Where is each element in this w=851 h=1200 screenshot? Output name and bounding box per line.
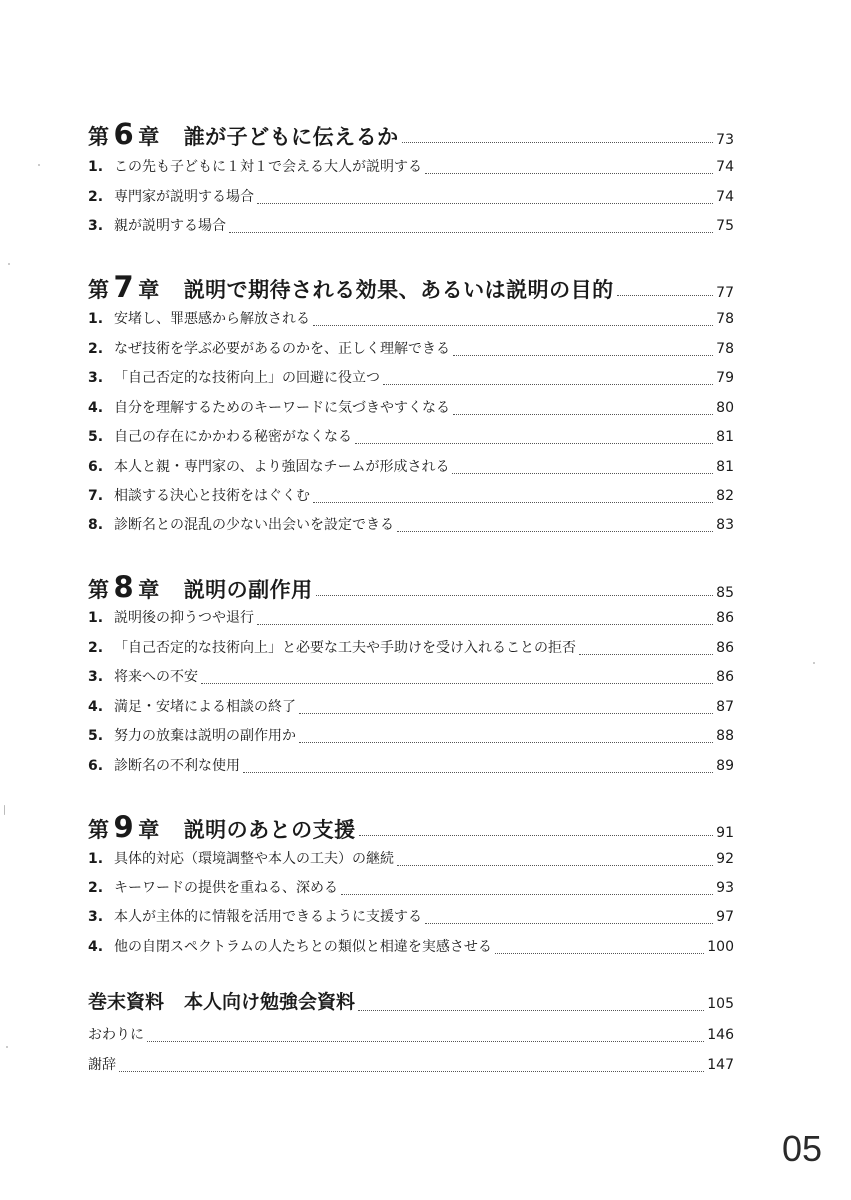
page-ref: 85 (716, 585, 734, 601)
appendix-label: 巻末資料 (88, 991, 165, 1013)
toc-item (88, 906, 734, 928)
item-text: 安堵し、罪悪感から解放される (114, 311, 310, 327)
toc-item (88, 485, 734, 507)
chapter-number: 9 (113, 810, 135, 844)
closing-item (88, 1054, 734, 1076)
item-text: 満足・安堵による相談の終了 (114, 699, 296, 715)
item-number: 1. (88, 311, 104, 327)
dot-leader (119, 1071, 704, 1072)
chapter-number: 7 (113, 270, 135, 304)
toc-item (88, 456, 734, 478)
item-text: 将来への不安 (114, 669, 198, 685)
scan-speck (38, 164, 40, 166)
chapter-prefix: 第 (88, 278, 110, 302)
item-number: 3. (88, 669, 104, 685)
closing-text: 謝辞 (88, 1057, 116, 1073)
dot-leader (257, 203, 713, 204)
toc-item (88, 848, 734, 870)
item-number: 3. (88, 218, 104, 234)
toc-item (88, 338, 734, 360)
chapter-heading (88, 570, 734, 604)
page-ref: 74 (716, 189, 734, 205)
dot-leader (397, 865, 713, 866)
item-text: キーワードの提供を重ねる、深める (114, 880, 338, 896)
item-text: 相談する決心と技術をはぐくむ (114, 488, 310, 504)
dot-leader (453, 355, 713, 356)
scan-speck (4, 805, 5, 815)
closing-item (88, 1024, 734, 1046)
item-text: 自己の存在にかかわる秘密がなくなる (114, 429, 352, 445)
page-ref: 86 (716, 669, 734, 685)
toc-item (88, 637, 734, 659)
chapter-title-text: 説明のあとの支援 (183, 818, 356, 842)
page-ref: 88 (716, 728, 734, 744)
page-ref: 87 (716, 699, 734, 715)
chapter-heading (88, 270, 734, 304)
page-ref: 78 (716, 311, 734, 327)
toc-item (88, 367, 734, 389)
chapter-suffix: 章 (138, 125, 160, 149)
page-ref: 86 (716, 610, 734, 626)
page-ref: 91 (716, 825, 734, 841)
toc-item (88, 514, 734, 536)
chapter-heading (88, 117, 734, 151)
chapter-title (88, 270, 614, 304)
dot-leader (617, 295, 713, 296)
item-text: この先も子どもに１対１で会える大人が説明する (114, 159, 422, 175)
chapter-prefix: 第 (88, 818, 110, 842)
chapter-title-text: 説明の副作用 (183, 578, 313, 602)
item-text: 自分を理解するためのキーワードに気づきやすくなる (114, 400, 450, 416)
toc-item (88, 426, 734, 448)
dot-leader (201, 683, 713, 684)
appendix-title: 本人向け勉強会資料 (184, 991, 356, 1013)
chapter-title (88, 570, 313, 604)
item-text: 「自己否定的な技術向上」と必要な工夫や手助けを受け入れることの拒否 (114, 640, 576, 656)
dot-leader (355, 443, 713, 444)
chapter-title-text: 誰が子どもに伝えるか (183, 125, 399, 149)
dot-leader (257, 624, 713, 625)
chapter-title (88, 117, 399, 151)
page-ref: 78 (716, 341, 734, 357)
dot-leader (316, 595, 713, 596)
dot-leader (299, 742, 713, 743)
dot-leader (383, 384, 713, 385)
toc-item (88, 696, 734, 718)
item-number: 2. (88, 341, 104, 357)
page-ref: 100 (707, 939, 734, 955)
item-text: 診断名との混乱の少ない出会いを設定できる (114, 517, 394, 533)
dot-leader (397, 531, 713, 532)
page-ref: 105 (707, 996, 734, 1012)
item-number: 7. (88, 488, 104, 504)
item-text: 親が説明する場合 (114, 218, 226, 234)
dot-leader (313, 325, 713, 326)
page-ref: 75 (716, 218, 734, 234)
page-ref: 74 (716, 159, 734, 175)
item-number: 1. (88, 851, 104, 867)
item-number: 2. (88, 189, 104, 205)
dot-leader (425, 923, 713, 924)
page-ref: 93 (716, 880, 734, 896)
toc-item (88, 877, 734, 899)
item-number: 6. (88, 459, 104, 475)
chapter-heading (88, 810, 734, 844)
toc-item (88, 607, 734, 629)
item-text: なぜ技術を学ぶ必要があるのかを、正しく理解できる (114, 341, 450, 357)
scan-speck (6, 1046, 8, 1048)
toc-item (88, 186, 734, 208)
chapter-number: 8 (113, 570, 135, 604)
page-ref: 77 (716, 285, 734, 301)
page-ref: 83 (716, 517, 734, 533)
toc-item (88, 156, 734, 178)
item-number: 8. (88, 517, 104, 533)
toc-item (88, 725, 734, 747)
page-ref: 73 (716, 132, 734, 148)
item-number: 4. (88, 939, 104, 955)
toc-item (88, 666, 734, 688)
item-text: 「自己否定的な技術向上」の回避に役立つ (114, 370, 380, 386)
page-ref: 146 (707, 1027, 734, 1043)
dot-leader (402, 142, 713, 143)
chapter-suffix: 章 (138, 818, 160, 842)
page-ref: 82 (716, 488, 734, 504)
item-number: 5. (88, 728, 104, 744)
page-number: 05 (782, 1128, 823, 1169)
appendix-heading (88, 987, 734, 1015)
item-text: 他の自閉スペクトラムの人たちとの類似と相違を実感させる (114, 939, 492, 955)
item-number: 3. (88, 909, 104, 925)
chapter-title-text: 説明で期待される効果、あるいは説明の目的 (183, 278, 614, 302)
page-ref: 92 (716, 851, 734, 867)
dot-leader (229, 232, 713, 233)
toc-item (88, 308, 734, 330)
page-ref: 80 (716, 400, 734, 416)
closing-text: おわりに (88, 1027, 144, 1043)
item-number: 2. (88, 640, 104, 656)
item-number: 6. (88, 758, 104, 774)
item-number: 5. (88, 429, 104, 445)
dot-leader (313, 502, 713, 503)
scan-speck (813, 662, 815, 664)
page-ref: 86 (716, 640, 734, 656)
item-number: 2. (88, 880, 104, 896)
dot-leader (453, 414, 713, 415)
scan-speck (8, 263, 10, 265)
chapter-prefix: 第 (88, 578, 110, 602)
item-text: 専門家が説明する場合 (114, 189, 254, 205)
toc-item (88, 755, 734, 777)
item-text: 努力の放棄は説明の副作用か (114, 728, 296, 744)
item-number: 1. (88, 610, 104, 626)
page-ref: 81 (716, 459, 734, 475)
item-number: 3. (88, 370, 104, 386)
chapter-suffix: 章 (138, 578, 160, 602)
dot-leader (579, 654, 713, 655)
page-ref: 79 (716, 370, 734, 386)
toc-item (88, 215, 734, 237)
page-ref: 147 (707, 1057, 734, 1073)
item-number: 4. (88, 699, 104, 715)
dot-leader (147, 1041, 704, 1042)
item-number: 4. (88, 400, 104, 416)
dot-leader (341, 894, 713, 895)
chapter-title (88, 810, 356, 844)
page-ref: 89 (716, 758, 734, 774)
page-ref: 97 (716, 909, 734, 925)
chapter-number: 6 (113, 117, 135, 151)
dot-leader (243, 772, 713, 773)
item-text: 診断名の不利な使用 (114, 758, 240, 774)
item-text: 本人が主体的に情報を活用できるように支援する (114, 909, 422, 925)
toc-item (88, 936, 734, 958)
dot-leader (359, 835, 713, 836)
page-ref: 81 (716, 429, 734, 445)
dot-leader (299, 713, 713, 714)
dot-leader (452, 473, 713, 474)
toc-item (88, 397, 734, 419)
chapter-suffix: 章 (138, 278, 160, 302)
item-text: 具体的対応（環境調整や本人の工夫）の継続 (114, 851, 394, 867)
dot-leader (425, 173, 713, 174)
item-text: 説明後の抑うつや退行 (114, 610, 254, 626)
item-number: 1. (88, 159, 104, 175)
chapter-prefix: 第 (88, 125, 110, 149)
dot-leader (358, 1010, 704, 1011)
dot-leader (495, 953, 704, 954)
item-text: 本人と親・専門家の、より強固なチームが形成される (114, 459, 450, 475)
